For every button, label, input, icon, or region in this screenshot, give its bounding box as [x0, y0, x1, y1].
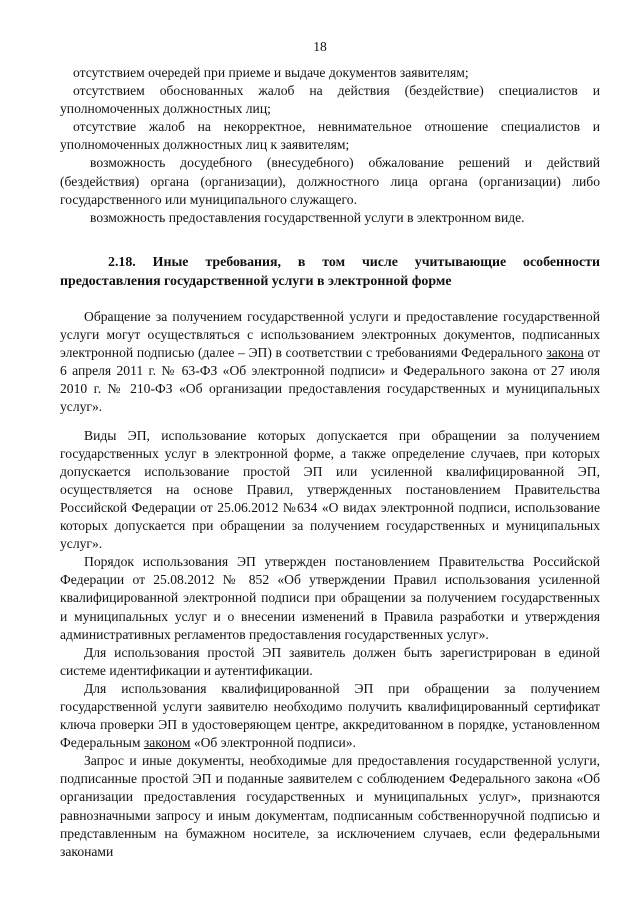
paragraph: Виды ЭП, использование которых допускается при обращении за получением государственных услуг в электронной форме, а также определение случаев, при которых допускается использование простой ЭП или усиленной квалифицированной ЭП, осуществляется на основе Правил, утвержденных постановлением Правительства Российской Федерации от 25.06.2012 №634 «О видах электронной подписи, использование которых допускается при обращении за получением государственных и муниципальных услуг». — [60, 427, 600, 552]
paragraph: Для использования квалифицированной ЭП при обращении за получением государственной услуги заявителю необходимо получить квалифицированный сертификат ключа проверки ЭП в удостоверяющем центре, аккредитованном в порядке, установленном Федеральным законом «Об электронной подписи». — [60, 680, 600, 751]
intro-item: возможность предоставления государственной услуги в электронном виде. — [90, 209, 525, 225]
paragraph: Для использования простой ЭП заявитель должен быть зарегистрирован в единой системе идентификации и аутентификации. — [60, 644, 600, 678]
intro-item: отсутствие жалоб на некорректное, невнимательное отношение специалистов и уполномоченных должностных лиц к заявителям; — [60, 119, 600, 153]
paragraph: Запрос и иные документы, необходимые для предоставления государственной услуги, подписанные простой ЭП и поданные заявителем с соблюдением Федерального закона «Об организации предоставления государственных и муниципальных услуг», признаются равнозначными запросу и иным документам, подписанным собственноручной подписью и представленным на бумажном носителе, за исключением случаев, если федеральными законами — [60, 753, 600, 859]
intro-item: отсутствием обоснованных жалоб на действия (бездействие) специалистов и уполномоченных должностных лиц; — [60, 83, 600, 117]
section-body — [60, 308, 600, 861]
paragraph: Порядок использования ЭП утвержден постановлением Правительства Российской Федерации от 25.08.2012 № 852 «Об утверждении Правил использования усиленной квалифицированной электронной подписи при обращении за получением государственных и муниципальных услуг и о внесении изменений в Правила разработки и утверждения административных регламентов предоставления государственных услуг». — [60, 554, 600, 642]
page-number: 18 — [313, 39, 327, 54]
law-link[interactable]: законом — [143, 735, 191, 751]
intro-list — [60, 64, 600, 227]
intro-item: отсутствием очередей при приеме и выдаче документов заявителям; — [73, 65, 469, 80]
section-heading-block — [60, 254, 600, 291]
paragraph: Обращение за получением государственной услуги и предоставление государственной услуги могут осуществляться с использованием электронных документов, подписанных электронной подписью (далее – ЭП) в соответствии с требованиями Федерального закона от 6 апреля 2011 г. № 63-ФЗ «Об электронной подписи» и Федерального закона от 27 июля 2010 г. № 210-ФЗ «Об организации предоставления государственных и муниципальных услуг». — [60, 309, 600, 415]
law-link[interactable]: закона — [546, 345, 584, 361]
intro-item: возможность досудебного (внесудебного) обжалование решений и действий (бездействия) органа (организации), должностного лица органа (организации) либо государственного или муниципального служащего. — [60, 155, 600, 207]
section-heading: 2.18. Иные требования, в том числе учитывающие особенности предоставления государственной услуги в электронной форме — [60, 255, 600, 289]
